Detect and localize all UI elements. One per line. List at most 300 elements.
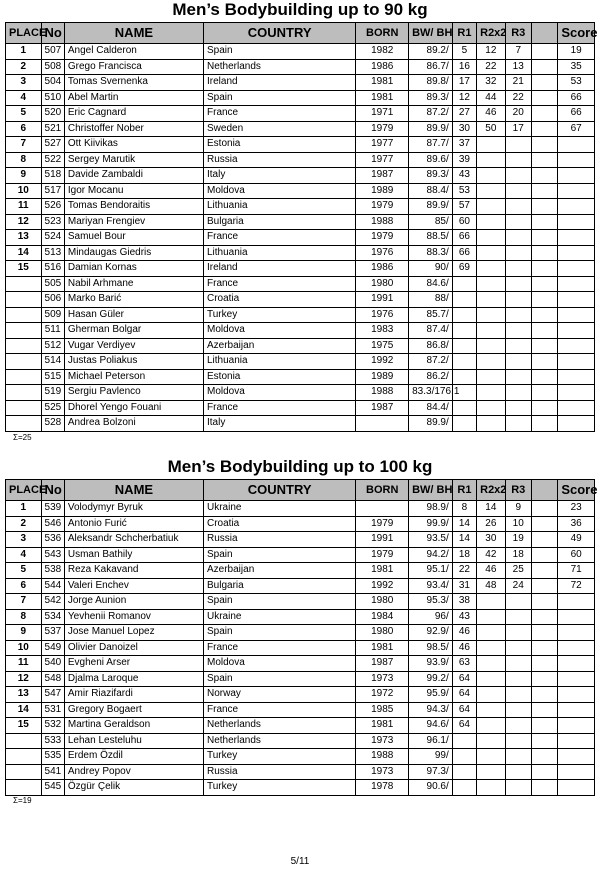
- table-body-90kg: [6, 44, 595, 432]
- cell-bw-bh: 95.3/: [409, 594, 453, 610]
- cell-r2x2: 48: [477, 578, 505, 594]
- cell-born: 1980: [356, 276, 409, 292]
- cell-r1: 64: [452, 702, 476, 718]
- section-title-90kg: Men’s Bodybuilding up to 90 kg: [172, 0, 428, 19]
- cell-no: 516: [41, 261, 64, 277]
- header-born: BORN: [356, 480, 409, 501]
- cell-blank: [531, 323, 557, 339]
- cell-country: Moldova: [204, 323, 356, 339]
- header-r1: R1: [452, 23, 476, 44]
- cell-score: [558, 385, 595, 401]
- cell-r1: 14: [452, 532, 476, 548]
- cell-name: Mindaugas Giedris: [64, 245, 203, 261]
- cell-no: 523: [41, 214, 64, 230]
- results-table-90kg: [5, 22, 598, 432]
- cell-score: [558, 369, 595, 385]
- cell-country: Russia: [204, 152, 356, 168]
- cell-r2x2: [477, 656, 505, 672]
- cell-place: 8: [6, 609, 42, 625]
- cell-born: 1988: [356, 385, 409, 401]
- cell-no: 509: [41, 307, 64, 323]
- table-row: [6, 532, 595, 548]
- cell-score: [558, 261, 595, 277]
- cell-r1: [452, 416, 476, 432]
- cell-place: [6, 323, 42, 339]
- cell-r3: [505, 749, 531, 765]
- cell-place: [6, 400, 42, 416]
- cell-born: 1980: [356, 625, 409, 641]
- cell-blank: [531, 733, 557, 749]
- cell-no: 522: [41, 152, 64, 168]
- cell-no: 537: [41, 625, 64, 641]
- cell-blank: [531, 137, 557, 153]
- cell-r1: 69: [452, 261, 476, 277]
- cell-r3: [505, 152, 531, 168]
- cell-r3: [505, 354, 531, 370]
- cell-r3: [505, 656, 531, 672]
- cell-name: Ott Kiivikas: [64, 137, 203, 153]
- cell-place: 9: [6, 168, 42, 184]
- cell-country: Spain: [204, 671, 356, 687]
- cell-name: Tomas Svernenka: [64, 75, 203, 91]
- cell-country: Azerbaijan: [204, 563, 356, 579]
- cell-r3: [505, 764, 531, 780]
- cell-born: 1973: [356, 733, 409, 749]
- table-row: [6, 199, 595, 215]
- cell-blank: [531, 214, 557, 230]
- cell-blank: [531, 44, 557, 60]
- cell-name: Andrey Popov: [64, 764, 203, 780]
- table-row: [6, 152, 595, 168]
- cell-r2x2: [477, 354, 505, 370]
- cell-bw-bh: 97.3/: [409, 764, 453, 780]
- cell-score: 66: [558, 106, 595, 122]
- cell-r1: 43: [452, 168, 476, 184]
- cell-r1: 8: [452, 501, 476, 517]
- cell-born: 1992: [356, 578, 409, 594]
- cell-country: France: [204, 400, 356, 416]
- cell-place: 11: [6, 199, 42, 215]
- cell-r1: [452, 307, 476, 323]
- table-row: [6, 90, 595, 106]
- cell-score: 67: [558, 121, 595, 137]
- cell-place: 1: [6, 501, 42, 517]
- cell-no: 517: [41, 183, 64, 199]
- cell-no: 541: [41, 764, 64, 780]
- cell-r3: [505, 369, 531, 385]
- cell-place: [6, 764, 42, 780]
- cell-country: Ukraine: [204, 501, 356, 517]
- cell-born: 1987: [356, 168, 409, 184]
- cell-country: France: [204, 230, 356, 246]
- cell-place: 15: [6, 261, 42, 277]
- cell-born: 1980: [356, 594, 409, 610]
- cell-r3: [505, 307, 531, 323]
- cell-place: 13: [6, 687, 42, 703]
- cell-r1: 12: [452, 90, 476, 106]
- header-r1: R1: [452, 480, 476, 501]
- cell-r2x2: [477, 625, 505, 641]
- cell-no: 534: [41, 609, 64, 625]
- table-header-row: [6, 480, 595, 501]
- table-row: [6, 656, 595, 672]
- cell-r2x2: [477, 168, 505, 184]
- table-row: [6, 594, 595, 610]
- cell-born: 1989: [356, 369, 409, 385]
- cell-blank: [531, 292, 557, 308]
- cell-r3: [505, 230, 531, 246]
- cell-country: Spain: [204, 44, 356, 60]
- table-row: [6, 183, 595, 199]
- cell-bw-bh: 88/: [409, 292, 453, 308]
- header-no: No: [41, 480, 64, 501]
- cell-blank: [531, 106, 557, 122]
- cell-country: Spain: [204, 594, 356, 610]
- cell-r1: 64: [452, 718, 476, 734]
- cell-name: Davide Zambaldi: [64, 168, 203, 184]
- cell-bw-bh: 89.3/: [409, 168, 453, 184]
- cell-name: Tomas Bendoraitis: [64, 199, 203, 215]
- header-blank: [531, 480, 557, 501]
- cell-bw-bh: 98.9/: [409, 501, 453, 517]
- cell-r2x2: [477, 369, 505, 385]
- cell-name: Gherman Bolgar: [64, 323, 203, 339]
- cell-no: 524: [41, 230, 64, 246]
- cell-born: 1977: [356, 152, 409, 168]
- cell-blank: [531, 625, 557, 641]
- cell-blank: [531, 702, 557, 718]
- table-row: [6, 121, 595, 137]
- cell-place: 5: [6, 563, 42, 579]
- cell-score: 60: [558, 547, 595, 563]
- cell-score: [558, 137, 595, 153]
- cell-r3: 22: [505, 90, 531, 106]
- cell-score: [558, 338, 595, 354]
- table-row: [6, 369, 595, 385]
- cell-name: Sergey Marutik: [64, 152, 203, 168]
- cell-name: Volodymyr Byruk: [64, 501, 203, 517]
- results-table-100kg: [5, 479, 598, 796]
- table-row: [6, 578, 595, 594]
- cell-blank: [531, 640, 557, 656]
- cell-score: 23: [558, 501, 595, 517]
- cell-country: Lithuania: [204, 245, 356, 261]
- cell-r3: [505, 594, 531, 610]
- cell-r2x2: [477, 733, 505, 749]
- cell-r1: 43: [452, 609, 476, 625]
- cell-name: Aleksandr Schcherbatiuk: [64, 532, 203, 548]
- cell-place: [6, 292, 42, 308]
- cell-bw-bh: 95.9/: [409, 687, 453, 703]
- cell-no: 506: [41, 292, 64, 308]
- cell-score: [558, 214, 595, 230]
- cell-bw-bh: 90/: [409, 261, 453, 277]
- cell-place: 6: [6, 578, 42, 594]
- cell-born: [356, 416, 409, 432]
- cell-r3: [505, 640, 531, 656]
- cell-blank: [531, 749, 557, 765]
- cell-score: [558, 168, 595, 184]
- cell-born: 1979: [356, 230, 409, 246]
- cell-born: 1976: [356, 245, 409, 261]
- cell-born: 1988: [356, 749, 409, 765]
- cell-bw-bh: 89.8/: [409, 75, 453, 91]
- cell-r1: 57: [452, 199, 476, 215]
- cell-bw-bh: 89.9/: [409, 416, 453, 432]
- cell-r2x2: 32: [477, 75, 505, 91]
- cell-name: Michael Peterson: [64, 369, 203, 385]
- cell-score: [558, 354, 595, 370]
- cell-country: Netherlands: [204, 733, 356, 749]
- cell-name: Erdem Özdil: [64, 749, 203, 765]
- cell-bw-bh: 87.2/: [409, 354, 453, 370]
- cell-blank: [531, 532, 557, 548]
- cell-score: [558, 718, 595, 734]
- cell-bw-bh: 89.2/: [409, 44, 453, 60]
- cell-r2x2: [477, 400, 505, 416]
- cell-score: 35: [558, 59, 595, 75]
- cell-r1: 31: [452, 578, 476, 594]
- cell-blank: [531, 594, 557, 610]
- cell-r2x2: 44: [477, 90, 505, 106]
- cell-place: 14: [6, 702, 42, 718]
- cell-no: 521: [41, 121, 64, 137]
- cell-r2x2: 26: [477, 516, 505, 532]
- cell-bw-bh: 88.4/: [409, 183, 453, 199]
- cell-r1: [452, 780, 476, 796]
- cell-r3: [505, 780, 531, 796]
- cell-name: Sergiu Pavlenco: [64, 385, 203, 401]
- cell-r1: 66: [452, 245, 476, 261]
- cell-born: 1984: [356, 609, 409, 625]
- cell-no: 514: [41, 354, 64, 370]
- cell-place: 14: [6, 245, 42, 261]
- cell-place: 5: [6, 106, 42, 122]
- cell-name: Valeri Enchev: [64, 578, 203, 594]
- cell-country: Lithuania: [204, 199, 356, 215]
- cell-name: Dhorel Yengo Fouani: [64, 400, 203, 416]
- cell-r1: 64: [452, 687, 476, 703]
- cell-country: Croatia: [204, 292, 356, 308]
- cell-place: 4: [6, 547, 42, 563]
- cell-r2x2: 30: [477, 532, 505, 548]
- table-row: [6, 625, 595, 641]
- cell-blank: [531, 59, 557, 75]
- table-row: [6, 718, 595, 734]
- cell-no: 528: [41, 416, 64, 432]
- cell-r3: [505, 168, 531, 184]
- cell-r2x2: [477, 276, 505, 292]
- cell-bw-bh: 93.9/: [409, 656, 453, 672]
- cell-no: 544: [41, 578, 64, 594]
- cell-born: 1973: [356, 671, 409, 687]
- cell-blank: [531, 563, 557, 579]
- cell-born: 1973: [356, 764, 409, 780]
- cell-country: Russia: [204, 532, 356, 548]
- table-row: [6, 687, 595, 703]
- cell-name: Christoffer Nober: [64, 121, 203, 137]
- cell-no: 531: [41, 702, 64, 718]
- cell-blank: [531, 385, 557, 401]
- cell-blank: [531, 547, 557, 563]
- cell-born: 1991: [356, 532, 409, 548]
- cell-country: Italy: [204, 416, 356, 432]
- cell-blank: [531, 183, 557, 199]
- cell-place: 11: [6, 656, 42, 672]
- cell-r3: [505, 687, 531, 703]
- cell-name: Nabil Arhmane: [64, 276, 203, 292]
- cell-r1: [452, 733, 476, 749]
- cell-born: 1971: [356, 106, 409, 122]
- cell-bw-bh: 87.4/: [409, 323, 453, 339]
- cell-r3: [505, 214, 531, 230]
- cell-r2x2: [477, 780, 505, 796]
- table-row: [6, 780, 595, 796]
- cell-place: 2: [6, 516, 42, 532]
- cell-score: [558, 323, 595, 339]
- cell-blank: [531, 578, 557, 594]
- cell-name: Hasan Güler: [64, 307, 203, 323]
- cell-country: Netherlands: [204, 718, 356, 734]
- header-no: No: [41, 23, 64, 44]
- cell-score: 49: [558, 532, 595, 548]
- cell-r2x2: [477, 307, 505, 323]
- cell-blank: [531, 609, 557, 625]
- cell-name: Marko Barić: [64, 292, 203, 308]
- cell-blank: [531, 90, 557, 106]
- cell-r2x2: [477, 152, 505, 168]
- cell-bw-bh: 89.9/: [409, 121, 453, 137]
- cell-r1: 18: [452, 547, 476, 563]
- cell-country: Moldova: [204, 385, 356, 401]
- table-row: [6, 245, 595, 261]
- table-row: [6, 44, 595, 60]
- cell-r3: [505, 245, 531, 261]
- table-row: [6, 501, 595, 517]
- cell-born: 1979: [356, 547, 409, 563]
- table-row: [6, 609, 595, 625]
- table-row: [6, 261, 595, 277]
- cell-r3: [505, 400, 531, 416]
- header-r3: R3: [505, 23, 531, 44]
- cell-place: 4: [6, 90, 42, 106]
- cell-r2x2: [477, 416, 505, 432]
- cell-name: Evgheni Arser: [64, 656, 203, 672]
- cell-place: 1: [6, 44, 42, 60]
- cell-score: [558, 640, 595, 656]
- cell-born: 1986: [356, 261, 409, 277]
- cell-score: 19: [558, 44, 595, 60]
- header-place: PLACE: [6, 23, 42, 44]
- cell-no: 548: [41, 671, 64, 687]
- cell-no: 505: [41, 276, 64, 292]
- table-row: [6, 733, 595, 749]
- cell-score: [558, 400, 595, 416]
- cell-score: [558, 594, 595, 610]
- cell-born: 1985: [356, 702, 409, 718]
- cell-bw-bh: 94.6/: [409, 718, 453, 734]
- cell-place: 13: [6, 230, 42, 246]
- cell-bw-bh: 86.2/: [409, 369, 453, 385]
- cell-bw-bh: 89.9/: [409, 199, 453, 215]
- cell-r1: 66: [452, 230, 476, 246]
- table-row: [6, 168, 595, 184]
- cell-blank: [531, 416, 557, 432]
- cell-score: 36: [558, 516, 595, 532]
- cell-name: Justas Poliakus: [64, 354, 203, 370]
- cell-no: 547: [41, 687, 64, 703]
- cell-score: [558, 416, 595, 432]
- cell-bw-bh: 89.3/: [409, 90, 453, 106]
- cell-score: [558, 702, 595, 718]
- cell-score: 72: [558, 578, 595, 594]
- header-score: Score: [558, 480, 595, 501]
- cell-score: [558, 733, 595, 749]
- header-country: COUNTRY: [204, 23, 356, 44]
- cell-r1: 64: [452, 671, 476, 687]
- cell-score: [558, 276, 595, 292]
- cell-name: Olivier Danoizel: [64, 640, 203, 656]
- cell-score: [558, 230, 595, 246]
- table-row: [6, 764, 595, 780]
- cell-name: Usman Bathily: [64, 547, 203, 563]
- cell-r3: 20: [505, 106, 531, 122]
- cell-blank: [531, 718, 557, 734]
- table-row: [6, 385, 595, 401]
- cell-r1: [452, 338, 476, 354]
- cell-r2x2: 22: [477, 59, 505, 75]
- cell-r3: [505, 261, 531, 277]
- cell-place: [6, 276, 42, 292]
- header-r2x2: R2x2: [477, 480, 505, 501]
- cell-country: Lithuania: [204, 354, 356, 370]
- cell-score: [558, 152, 595, 168]
- cell-r2x2: [477, 594, 505, 610]
- cell-no: 539: [41, 501, 64, 517]
- cell-blank: [531, 307, 557, 323]
- cell-no: 520: [41, 106, 64, 122]
- cell-r3: [505, 385, 531, 401]
- cell-r1: 30: [452, 121, 476, 137]
- table-row: [6, 338, 595, 354]
- cell-bw-bh: 87.2/: [409, 106, 453, 122]
- cell-born: 1972: [356, 687, 409, 703]
- table-row: [6, 214, 595, 230]
- cell-born: 1982: [356, 44, 409, 60]
- cell-no: 504: [41, 75, 64, 91]
- cell-country: Estonia: [204, 137, 356, 153]
- cell-born: 1981: [356, 90, 409, 106]
- cell-born: 1989: [356, 183, 409, 199]
- cell-country: Russia: [204, 764, 356, 780]
- cell-name: Antonio Furić: [64, 516, 203, 532]
- cell-name: Vugar Verdiyev: [64, 338, 203, 354]
- cell-r2x2: [477, 261, 505, 277]
- cell-score: [558, 183, 595, 199]
- cell-r1: [452, 354, 476, 370]
- cell-r2x2: [477, 749, 505, 765]
- cell-blank: [531, 121, 557, 137]
- cell-name: Djalma Laroque: [64, 671, 203, 687]
- section-title-100kg: Men’s Bodybuilding up to 100 kg: [167, 457, 433, 476]
- cell-name: Eric Cagnard: [64, 106, 203, 122]
- cell-country: Spain: [204, 90, 356, 106]
- table-row: [6, 516, 595, 532]
- cell-country: Moldova: [204, 656, 356, 672]
- cell-no: 510: [41, 90, 64, 106]
- cell-bw-bh: 93.4/: [409, 578, 453, 594]
- cell-r1: [452, 400, 476, 416]
